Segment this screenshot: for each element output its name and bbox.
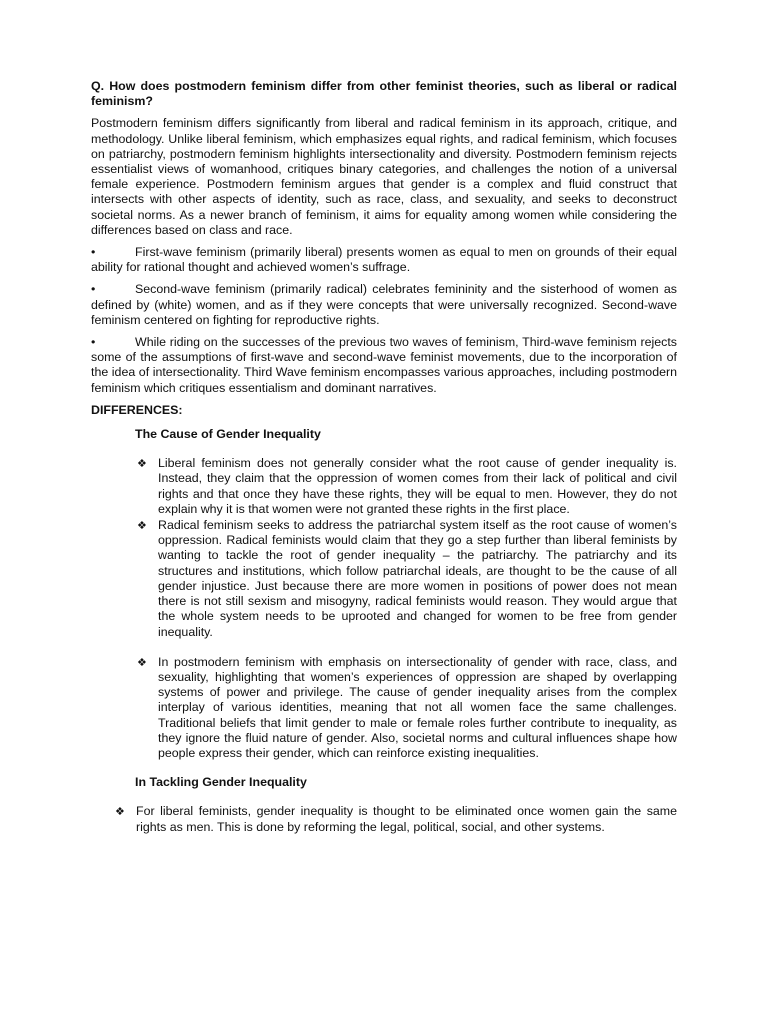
wave-item-third — [91, 335, 677, 396]
wave-item-second — [91, 282, 677, 328]
list-item-radical-cause — [137, 518, 677, 640]
bullet-icon: • — [91, 282, 96, 297]
diamond-bullet-icon: ❖ — [137, 519, 147, 533]
diamond-bullet-icon: ❖ — [115, 805, 125, 819]
wave-item-first — [91, 245, 677, 275]
cause-list — [91, 456, 677, 761]
bullet-icon: • — [91, 245, 96, 260]
section-tackling-title: In Tackling Gender Inequality — [135, 775, 307, 790]
intro-paragraph: Postmodern feminism differs significantly from liberal and radical feminism in its approach, critique, and methodology. Unlike liberal feminism, which emphasizes equal rights, and radical feminism, which focuses on patriarchy, postmodern feminism highlights intersectionality and diversity. Postmodern feminism rejects essentialist views of womanhood, critiques binary categories, and challenges the notion of a universal female experience. Postmodern feminism argues that gender is a complex and fluid construct that intersects with other aspects of identity, such as race, class, and sexuality, and seeks to deconstruct societal norms. As a newer branch of feminism, it aims for equality among women while considering the differences based on class and race. — [91, 116, 677, 237]
wave-text: Second-wave feminism (primarily radical) celebrates femininity and the sisterhood of women as defined by (white) women, and as if they were concepts that were universally recognized. Second-wave feminism centered on fighting for reproductive rights. — [91, 282, 677, 327]
list-item-text: In postmodern feminism with emphasis on intersectionality of gender with race, class, and sexuality, highlighting that women’s experiences of oppression are shaped by overlapping systems of power and privilege. The cause of gender inequality arises from the complex interplay of various identities, meaning that not all women face the same challenges. Traditional beliefs that limit gender to male or female roles further contribute to inequality, as they ignore the fluid nature of gender. Also, societal norms and cultural influences shape how people express their gender, which can reinforce existing inequalities. — [158, 654, 677, 760]
wave-text: First-wave feminism (primarily liberal) presents women as equal to men on grounds of their equal ability for rational thought and achieved women’s suffrage. — [91, 245, 677, 275]
list-item-postmodern-cause — [137, 654, 677, 761]
section-cause-title: The Cause of Gender Inequality — [135, 427, 321, 442]
diamond-bullet-icon: ❖ — [137, 655, 147, 669]
differences-heading: DIFFERENCES: — [91, 402, 183, 417]
question-heading: Q. How does postmodern feminism differ from other feminist theories, such as liberal or radical feminism? — [91, 79, 677, 109]
diamond-bullet-icon: ❖ — [137, 457, 147, 471]
list-item-liberal-tackling — [115, 804, 677, 834]
wave-text: While riding on the successes of the previous two waves of feminism, Third-wave feminism rejects some of the assumptions of first-wave and second-wave feminist movements, due to the incorporation of the idea of intersectionality. Third Wave feminism encompasses various approaches, including postmodern feminism which critiques essentialism and dominant narratives. — [91, 335, 677, 395]
list-item-text: Liberal feminism does not generally consider what the root cause of gender inequality is. Instead, they claim that the oppression of women comes from their lack of political and civil rights and that once they have these rights, they will be equal to men. However, they do not explain why it is that women were not granted these rights in the first place. — [158, 456, 677, 516]
document-content — [91, 79, 677, 835]
list-item-text: Radical feminism seeks to address the patriarchal system itself as the root cause of women’s oppression. Radical feminists would claim that they go a step further than liberal feminists by wanting to tackle the root of gender inequality – the patriarchy. The patriarchy and its structures and institutions, which follow patriarchal ideals, are thought to be the cause of all gender injustice. Just because there are more women in positions of power does not mean there is not still sexism and misogyny, radical feminists would reason. They would argue that the whole system needs to be uprooted and changed for women to be free from gender inequality. — [158, 518, 677, 639]
bullet-icon: • — [91, 335, 96, 350]
list-item-liberal-cause — [137, 456, 677, 517]
list-item-text: For liberal feminists, gender inequality is thought to be eliminated once women gain the same rights as men. This is done by reforming the legal, political, social, and other systems. — [136, 804, 677, 834]
tackling-list — [91, 804, 677, 834]
